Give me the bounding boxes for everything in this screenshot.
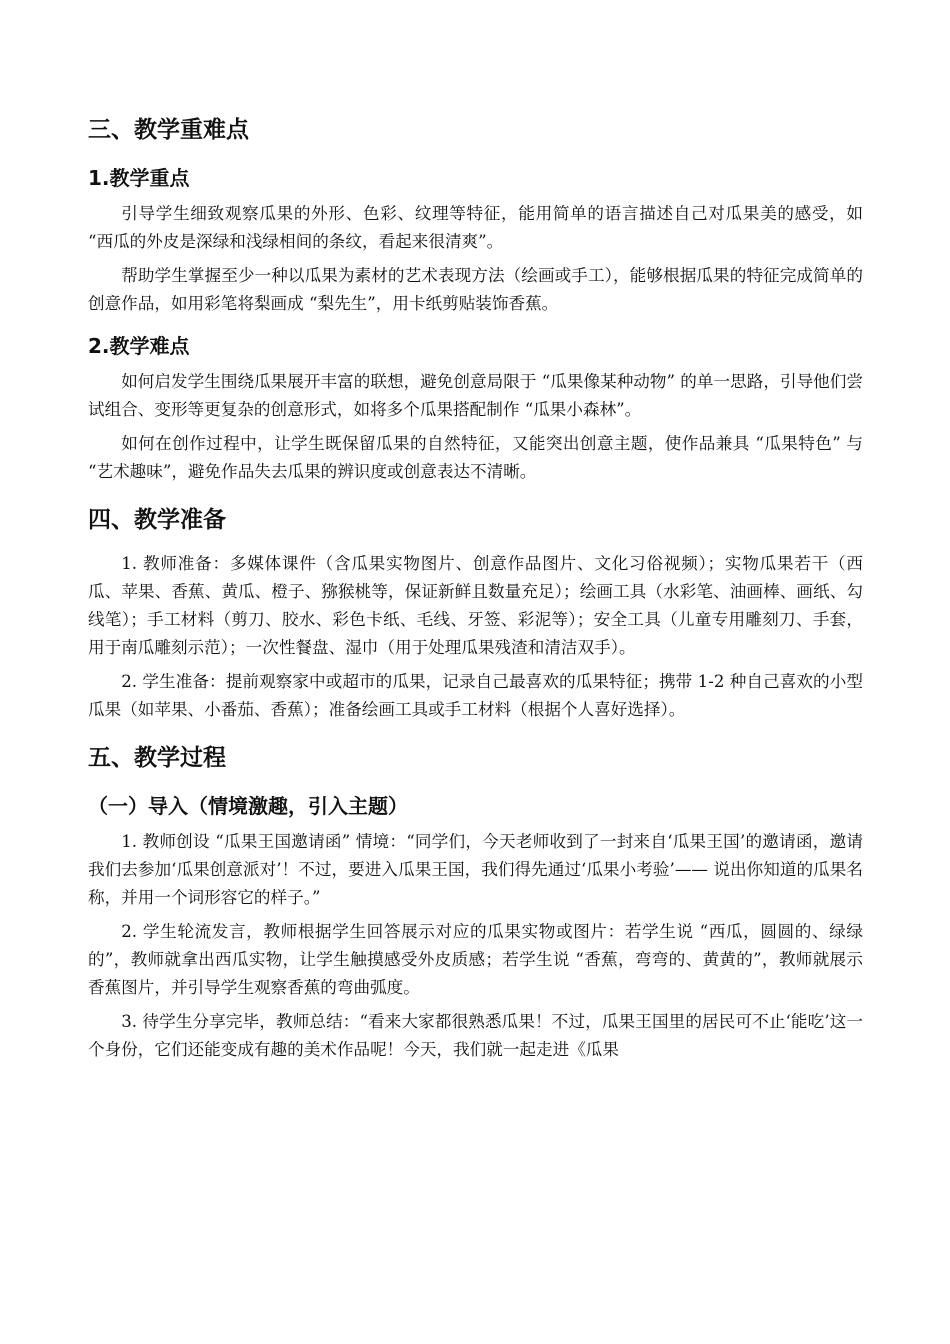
paragraph: 3. 待学生分享完毕，教师总结：“看来大家都很熟悉瓜果！不过，瓜果王国里的居民可不止‘能吃’这一个身份，它们还能变成有趣的美术作品呢！今天，我们就一起走进《瓜果 bbox=[88, 1012, 863, 1059]
paragraph: 2. 学生轮流发言，教师根据学生回答展示对应的瓜果实物或图片：若学生说 “西瓜，圆圆的、绿绿的”，教师就拿出西瓜实物，让学生触摸感受外皮质感；若学生说 “香蕉，弯弯的、黄黄的”，教师就展示香蕉图片，并引导学生观察香蕉的弯曲弧度。 bbox=[88, 922, 863, 997]
section-heading: 三、教学重难点 bbox=[88, 117, 249, 143]
section-heading: 五、教学过程 bbox=[88, 745, 226, 771]
paragraph: 引导学生细致观察瓜果的外形、色彩、纹理等特征，能用简单的语言描述自己对瓜果美的感受，如 “西瓜的外皮是深绿和浅绿相间的条纹，看起来很清爽”。 bbox=[88, 204, 863, 251]
paragraph: 2. 学生准备：提前观察家中或超市的瓜果，记录自己最喜欢的瓜果特征；携带 1-2 种自己喜欢的小型瓜果（如苹果、小番茄、香蕉）；准备绘画工具或手工材料（根据个人喜好选择）。 bbox=[88, 672, 863, 719]
paragraph: 帮助学生掌握至少一种以瓜果为素材的艺术表现方法（绘画或手工），能够根据瓜果的特征完成简单的创意作品，如用彩笔将梨画成 “梨先生”，用卡纸剪贴装饰香蕉。 bbox=[88, 266, 863, 313]
subsection-heading: （一）导入（情境激趣，引入主题） bbox=[88, 794, 408, 818]
paragraph: 1. 教师创设 “瓜果王国邀请函” 情境：“同学们，今天老师收到了一封来自‘瓜果王国’的邀请函，邀请我们去参加‘瓜果创意派对’！不过，要进入瓜果王国，我们得先通过‘瓜果小考验’—— 说出你知道的瓜果名称，并用一个词形容它的样子。” bbox=[88, 832, 863, 907]
paragraph: 1. 教师准备：多媒体课件（含瓜果实物图片、创意作品图片、文化习俗视频）；实物瓜果若干（西瓜、苹果、香蕉、黄瓜、橙子、猕猴桃等，保证新鲜且数量充足）；绘画工具（水彩笔、油画棒、画纸、勾线笔）；手工材料（剪刀、胶水、彩色卡纸、毛线、牙签、彩泥等）；安全工具（儿童专用雕刻刀、手套，用于南瓜雕刻示范）；一次性餐盘、湿巾（用于处理瓜果残渣和清洁双手）。 bbox=[88, 554, 863, 657]
subsection-heading: 1.教学重点 bbox=[88, 166, 190, 190]
paragraph: 如何在创作过程中，让学生既保留瓜果的自然特征，又能突出创意主题，使作品兼具 “瓜果特色” 与 “艺术趣味”，避免作品失去瓜果的辨识度或创意表达不清晰。 bbox=[88, 434, 863, 481]
paragraph: 如何启发学生围绕瓜果展开丰富的联想，避免创意局限于 “瓜果像某种动物” 的单一思路，引导他们尝试组合、变形等更复杂的创意形式，如将多个瓜果搭配制作 “瓜果小森林”。 bbox=[88, 372, 863, 419]
subsection-heading: 2.教学难点 bbox=[88, 334, 190, 358]
section-heading: 四、教学准备 bbox=[88, 507, 226, 533]
document-body bbox=[88, 110, 863, 1070]
